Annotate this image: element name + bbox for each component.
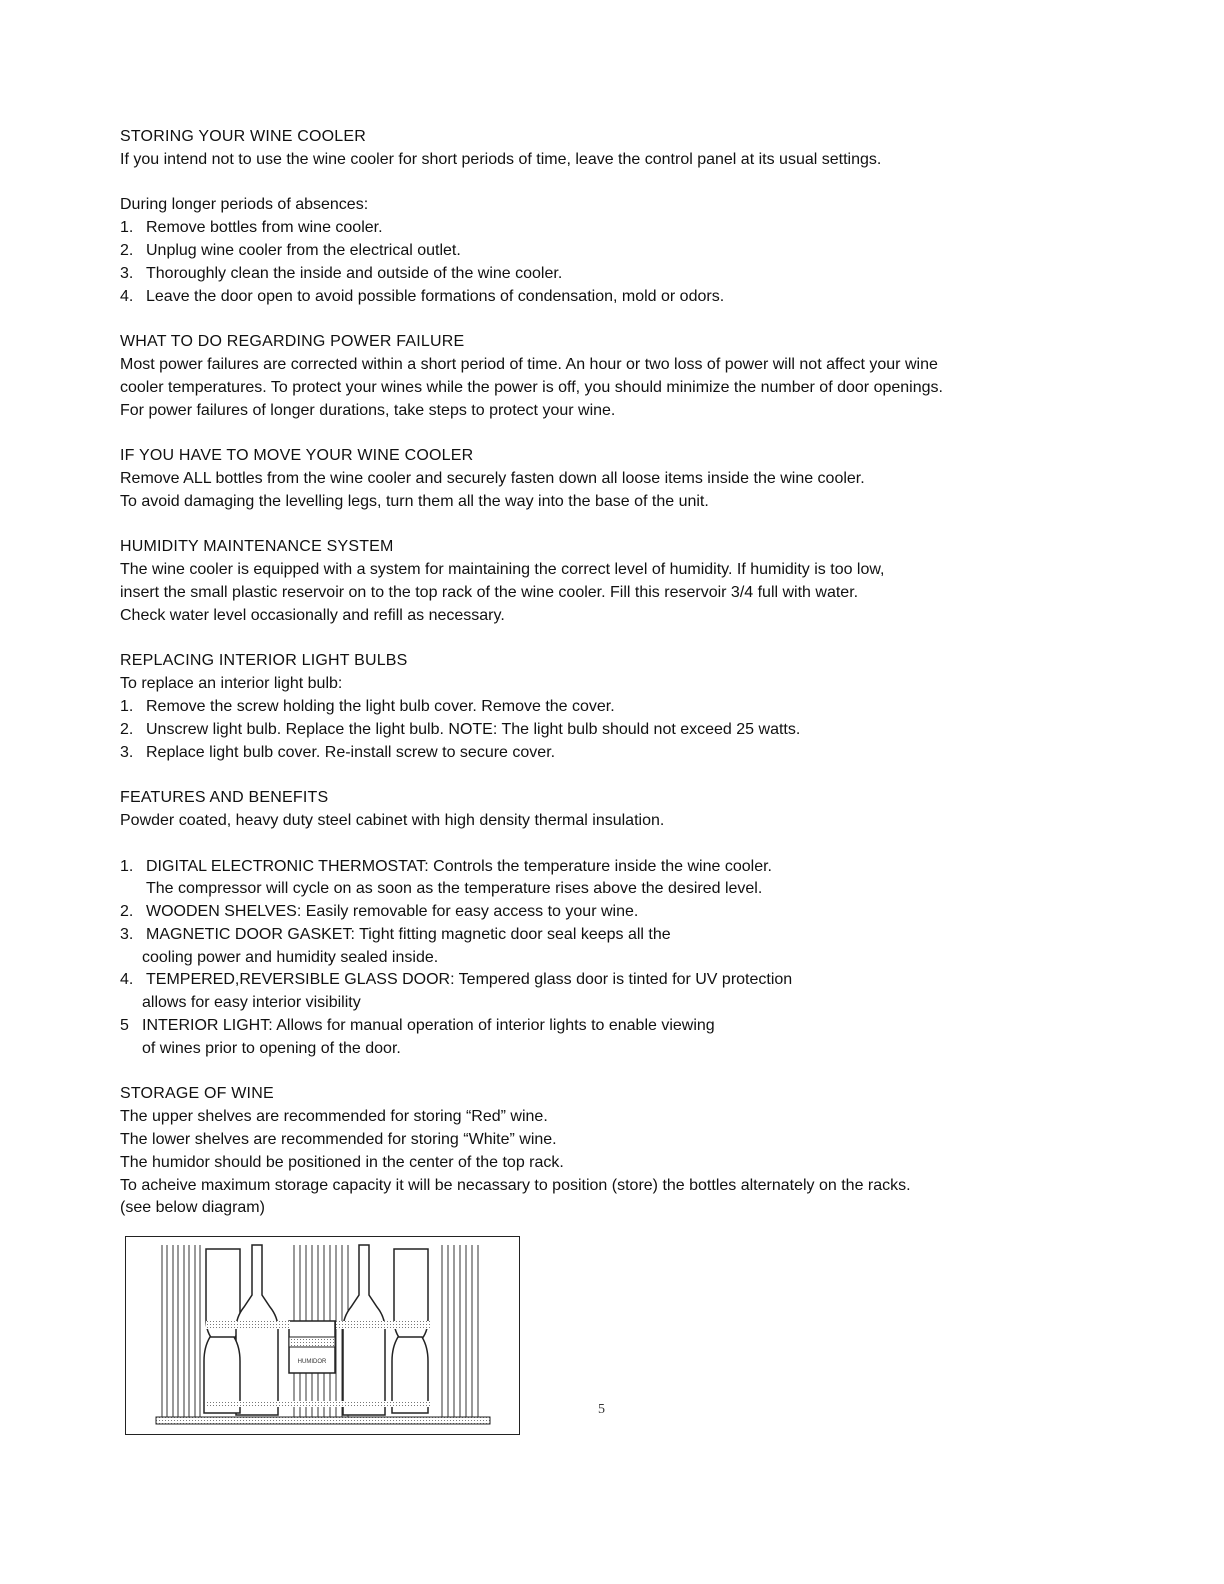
list-number: 2. — [120, 241, 134, 259]
list-number: 4. — [120, 971, 134, 989]
list-item — [120, 240, 1110, 263]
list-continuation: of wines prior to opening of the door. — [142, 1039, 401, 1057]
list-item — [120, 924, 1110, 947]
list-item — [120, 719, 1110, 742]
list-text: INTERIOR LIGHT: Allows for manual operation of interior lights to enable viewing — [142, 1017, 715, 1035]
list-item — [120, 286, 1110, 309]
bottle-upright — [343, 1245, 385, 1415]
section-storing — [120, 126, 1110, 308]
list-item — [120, 263, 1110, 286]
section-heading: IF YOU HAVE TO MOVE YOUR WINE COOLER — [120, 447, 474, 465]
list-item — [120, 901, 1110, 924]
storage-diagram — [125, 1236, 520, 1435]
list-text: MAGNETIC DOOR GASKET: Tight fitting magnetic door seal keeps all the — [146, 925, 671, 943]
rack-base — [156, 1417, 490, 1424]
list-number: 1. — [120, 219, 134, 237]
list-continuation: cooling power and humidity sealed inside. — [142, 948, 439, 966]
section-features — [120, 787, 1110, 1061]
list-number: 1. — [120, 697, 134, 715]
list-item — [120, 969, 1110, 992]
paragraph-line: (see below diagram) — [120, 1199, 265, 1217]
paragraph-line: Most power failures are corrected within a short period of time. An hour or two loss of power will not affect your wine — [120, 355, 938, 373]
paragraph-line: Powder coated, heavy duty steel cabinet with high density thermal insulation. — [120, 811, 665, 829]
list-text: Remove the screw holding the light bulb cover. Remove the cover. — [146, 697, 615, 715]
paragraph-line: For power failures of longer durations, take steps to protect your wine. — [120, 401, 616, 419]
section-storage — [120, 1083, 1110, 1220]
list-text: TEMPERED,REVERSIBLE GLASS DOOR: Tempered glass door is tinted for UV protection — [146, 971, 793, 989]
list-number: 4. — [120, 287, 134, 305]
rack-drawing — [126, 1237, 518, 1433]
humidor — [289, 1321, 335, 1373]
list-text: Replace light bulb cover. Re-install screw to secure cover. — [146, 743, 556, 761]
list-number: 5 — [120, 1017, 129, 1035]
list-lead: During longer periods of absences: — [120, 196, 369, 214]
section-heading: STORAGE OF WINE — [120, 1085, 274, 1103]
section-heading: FEATURES AND BENEFITS — [120, 789, 329, 807]
paragraph-line: The wine cooler is equipped with a system for maintaining the correct level of humidity. If humidity is too low, — [120, 561, 885, 579]
list-item — [120, 217, 1110, 240]
list-number: 3. — [120, 925, 134, 943]
section-heading: HUMIDITY MAINTENANCE SYSTEM — [120, 538, 394, 556]
humidor-label: HUMIDOR — [297, 1359, 327, 1365]
list-text: Unplug wine cooler from the electrical outlet. — [146, 241, 461, 259]
list-item — [120, 856, 1110, 879]
section-moving — [120, 445, 1110, 513]
paragraph-line: insert the small plastic reservoir on to the top rack of the wine cooler. Fill this reservoir 3/4 full with water. — [120, 583, 859, 601]
list-number: 3. — [120, 264, 134, 282]
paragraph-line: cooler temperatures. To protect your wines while the power is off, you should minimize the number of door openings. — [120, 378, 943, 396]
section-power-failure — [120, 331, 1110, 422]
paragraph-line: The humidor should be positioned in the center of the top rack. — [120, 1153, 564, 1171]
paragraph-line: Remove ALL bottles from the wine cooler and securely fasten down all loose items inside the wine cooler. — [120, 469, 865, 487]
list-item — [120, 696, 1110, 719]
bottle-upright — [236, 1245, 278, 1415]
list-number: 2. — [120, 903, 134, 921]
section-heading: REPLACING INTERIOR LIGHT BULBS — [120, 652, 408, 670]
document-page — [120, 126, 1110, 1243]
paragraph-line: If you intend not to use the wine cooler for short periods of time, leave the control panel at its usual settings. — [120, 150, 882, 168]
list-number: 1. — [120, 857, 134, 875]
paragraph-line: Check water level occasionally and refill as necessary. — [120, 606, 505, 624]
section-humidity — [120, 536, 1110, 627]
paragraph-line: The upper shelves are recommended for storing “Red” wine. — [120, 1108, 548, 1126]
list-continuation: The compressor will cycle on as soon as the temperature rises above the desired level. — [146, 880, 763, 898]
list-text: Remove bottles from wine cooler. — [146, 219, 383, 237]
list-text: Unscrew light bulb. Replace the light bulb. NOTE: The light bulb should not exceed 25 watts. — [146, 720, 801, 738]
list-text: DIGITAL ELECTRONIC THERMOSTAT: Controls the temperature inside the wine cooler. — [146, 857, 772, 875]
list-continuation: allows for easy interior visibility — [142, 994, 361, 1012]
list-text: Thoroughly clean the inside and outside of the wine cooler. — [146, 264, 563, 282]
list-number: 2. — [120, 720, 134, 738]
list-item — [120, 1015, 1110, 1038]
page-number: 5 — [598, 1402, 605, 1417]
paragraph-line: To avoid damaging the levelling legs, turn them all the way into the base of the unit. — [120, 492, 709, 510]
shelf-texture — [206, 1401, 432, 1407]
section-heading: STORING YOUR WINE COOLER — [120, 128, 367, 145]
section-light-bulbs — [120, 650, 1110, 764]
list-lead: To replace an interior light bulb: — [120, 675, 343, 693]
list-text: WOODEN SHELVES: Easily removable for easy access to your wine. — [146, 903, 639, 921]
list-number: 3. — [120, 743, 134, 761]
list-text: Leave the door open to avoid possible formations of condensation, mold or odors. — [146, 287, 725, 305]
section-heading: WHAT TO DO REGARDING POWER FAILURE — [120, 333, 465, 351]
list-item — [120, 742, 1110, 765]
paragraph-line: The lower shelves are recommended for storing “White” wine. — [120, 1131, 557, 1149]
shelf-texture — [206, 1321, 290, 1329]
paragraph-line: To acheive maximum storage capacity it will be necassary to position (store) the bottles alternately on the racks. — [120, 1176, 911, 1194]
shelf-texture — [336, 1321, 432, 1329]
